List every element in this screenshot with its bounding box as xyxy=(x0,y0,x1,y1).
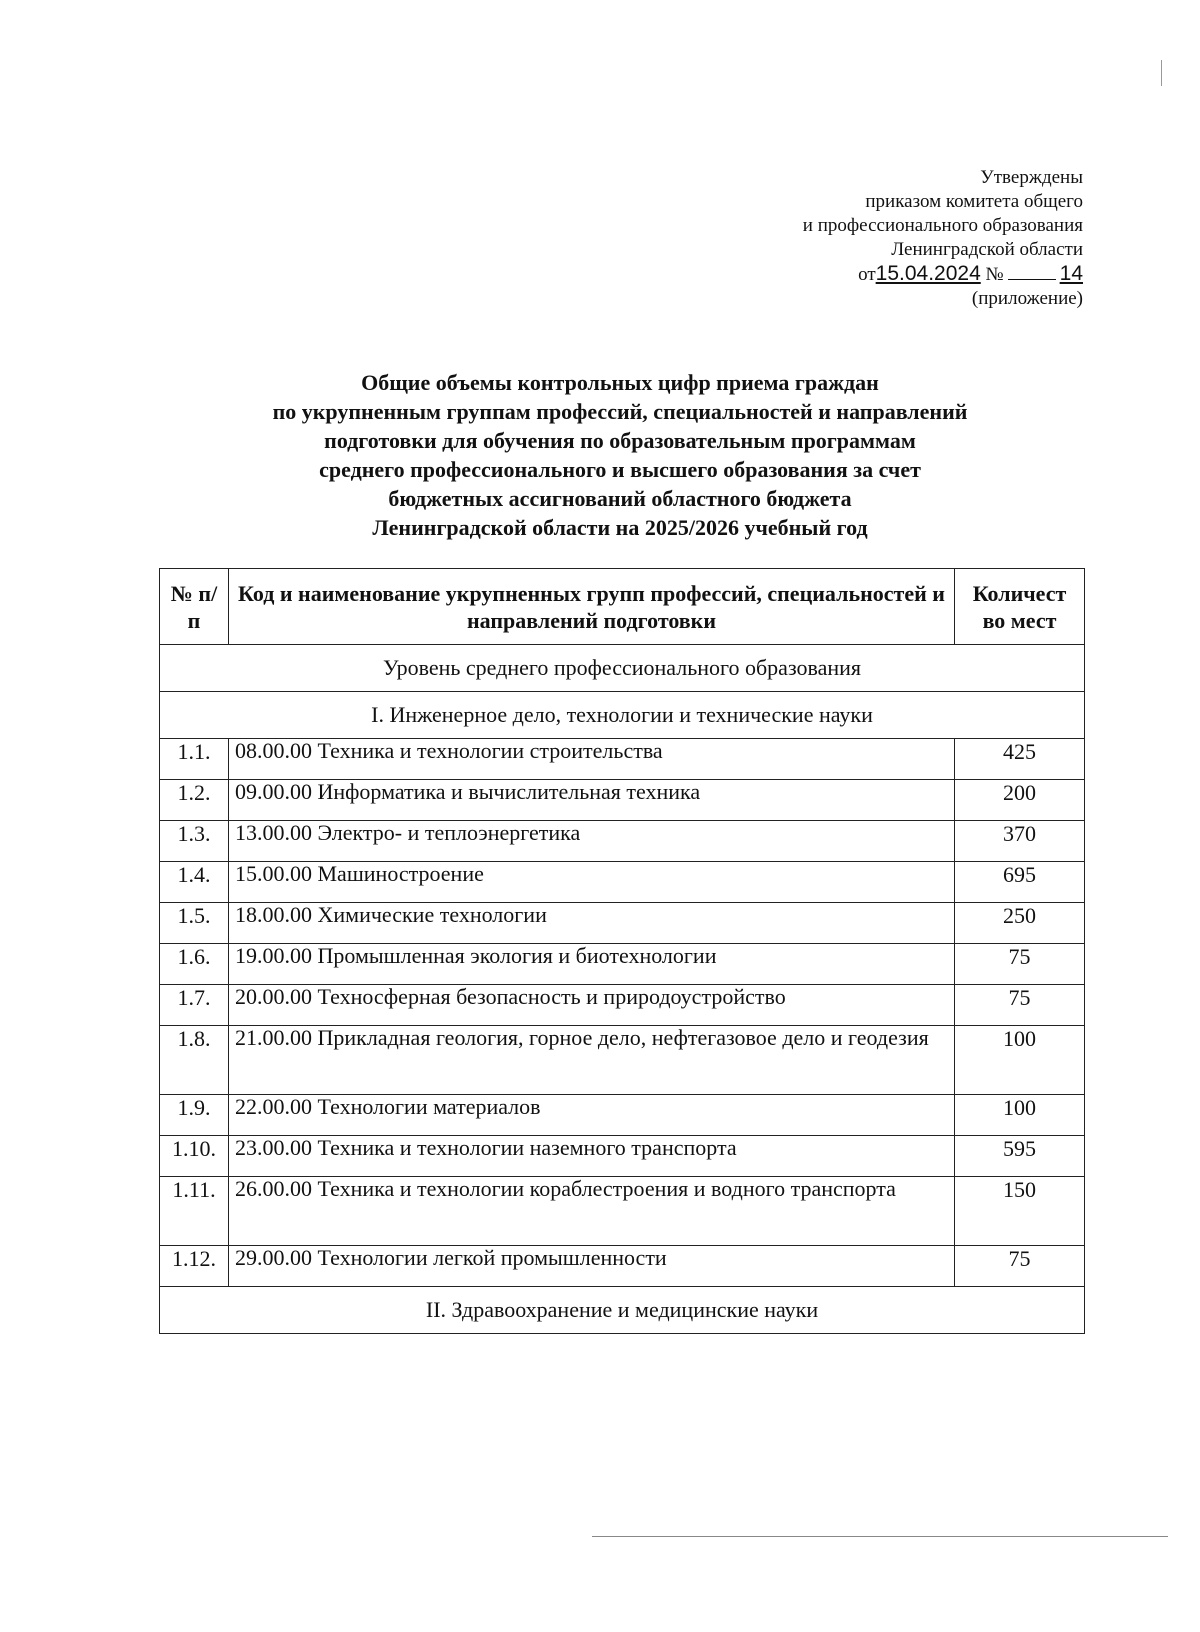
row-name: 09.00.00 Информатика и вычислительная техника xyxy=(229,780,955,821)
document-title xyxy=(150,368,1090,542)
row-qty: 695 xyxy=(955,862,1085,903)
approval-date-line xyxy=(803,262,1083,287)
row-num: 1.2. xyxy=(160,780,229,821)
row-num: 1.11. xyxy=(160,1177,229,1246)
number-label: № xyxy=(985,264,1004,285)
order-number: 14 xyxy=(1059,262,1083,285)
title-line-6: Ленинградской области на 2025/2026 учебный год xyxy=(372,515,868,540)
admission-table xyxy=(159,568,1085,1334)
table-row xyxy=(160,739,1085,780)
approval-block xyxy=(803,166,1083,311)
table-row xyxy=(160,1246,1085,1287)
row-name: 08.00.00 Техника и технологии строительства xyxy=(229,739,955,780)
order-date: 15.04.2024 xyxy=(875,262,981,285)
level-label: Уровень среднего профессионального образования xyxy=(160,645,1085,692)
header-qty: Количест во мест xyxy=(955,569,1085,645)
row-qty: 75 xyxy=(955,944,1085,985)
approval-line-2: приказом комитета общего xyxy=(865,191,1083,212)
row-name: 22.00.00 Технологии материалов xyxy=(229,1095,955,1136)
row-num: 1.6. xyxy=(160,944,229,985)
table-row xyxy=(160,1095,1085,1136)
row-num: 1.5. xyxy=(160,903,229,944)
row-num: 1.9. xyxy=(160,1095,229,1136)
table-row xyxy=(160,1177,1085,1246)
row-qty: 75 xyxy=(955,985,1085,1026)
level-row xyxy=(160,645,1085,692)
title-line-4: среднего профессионального и высшего образования за счет xyxy=(319,457,921,482)
title-line-3: подготовки для обучения по образовательным программам xyxy=(324,428,916,453)
table-row xyxy=(160,1136,1085,1177)
row-num: 1.12. xyxy=(160,1246,229,1287)
row-qty: 250 xyxy=(955,903,1085,944)
approval-line-1: Утверждены xyxy=(980,167,1083,188)
approval-line-3: и профессионального образования xyxy=(802,215,1083,236)
table-row xyxy=(160,821,1085,862)
row-name: 13.00.00 Электро- и теплоэнергетика xyxy=(229,821,955,862)
table-row xyxy=(160,862,1085,903)
title-line-5: бюджетных ассигнований областного бюджета xyxy=(388,486,852,511)
row-num: 1.1. xyxy=(160,739,229,780)
title-line-2: по укрупненным группам профессий, специальностей и направлений xyxy=(272,399,968,424)
row-name: 19.00.00 Промышленная экология и биотехнологии xyxy=(229,944,955,985)
appendix-label: (приложение) xyxy=(971,288,1083,309)
row-num: 1.3. xyxy=(160,821,229,862)
section-row-1 xyxy=(160,692,1085,739)
row-name: 23.00.00 Техника и технологии наземного транспорта xyxy=(229,1136,955,1177)
number-underline xyxy=(1008,279,1056,280)
table-header-row xyxy=(160,569,1085,645)
table-row xyxy=(160,944,1085,985)
row-num: 1.4. xyxy=(160,862,229,903)
table-row xyxy=(160,985,1085,1026)
row-num: 1.10. xyxy=(160,1136,229,1177)
section-label-2: II. Здравоохранение и медицинские науки xyxy=(160,1287,1085,1334)
row-qty: 100 xyxy=(955,1095,1085,1136)
row-num: 1.8. xyxy=(160,1026,229,1095)
title-line-1: Общие объемы контрольных цифр приема граждан xyxy=(361,370,879,395)
row-name: 29.00.00 Технологии легкой промышленности xyxy=(229,1246,955,1287)
table-row xyxy=(160,1026,1085,1095)
row-qty: 100 xyxy=(955,1026,1085,1095)
row-name: 21.00.00 Прикладная геология, горное дело, нефтегазовое дело и геодезия xyxy=(229,1026,955,1095)
row-name: 18.00.00 Химические технологии xyxy=(229,903,955,944)
scan-mark xyxy=(1161,60,1162,86)
header-name: Код и наименование укрупненных групп профессий, специальностей и направлений подготовки xyxy=(229,569,955,645)
row-num: 1.7. xyxy=(160,985,229,1026)
approval-line-4: Ленинградской области xyxy=(891,239,1083,260)
row-qty: 595 xyxy=(955,1136,1085,1177)
date-prefix: от xyxy=(858,264,876,285)
section-label-1: I. Инженерное дело, технологии и технические науки xyxy=(160,692,1085,739)
row-qty: 200 xyxy=(955,780,1085,821)
table-row xyxy=(160,780,1085,821)
scan-edge-line xyxy=(592,1536,1168,1537)
header-num: № п/п xyxy=(160,569,229,645)
table-row xyxy=(160,903,1085,944)
row-qty: 75 xyxy=(955,1246,1085,1287)
row-qty: 150 xyxy=(955,1177,1085,1246)
row-name: 15.00.00 Машиностроение xyxy=(229,862,955,903)
row-qty: 425 xyxy=(955,739,1085,780)
row-qty: 370 xyxy=(955,821,1085,862)
row-name: 26.00.00 Техника и технологии кораблестроения и водного транспорта xyxy=(229,1177,955,1246)
row-name: 20.00.00 Техносферная безопасность и природоустройство xyxy=(229,985,955,1026)
section-row-2 xyxy=(160,1287,1085,1334)
